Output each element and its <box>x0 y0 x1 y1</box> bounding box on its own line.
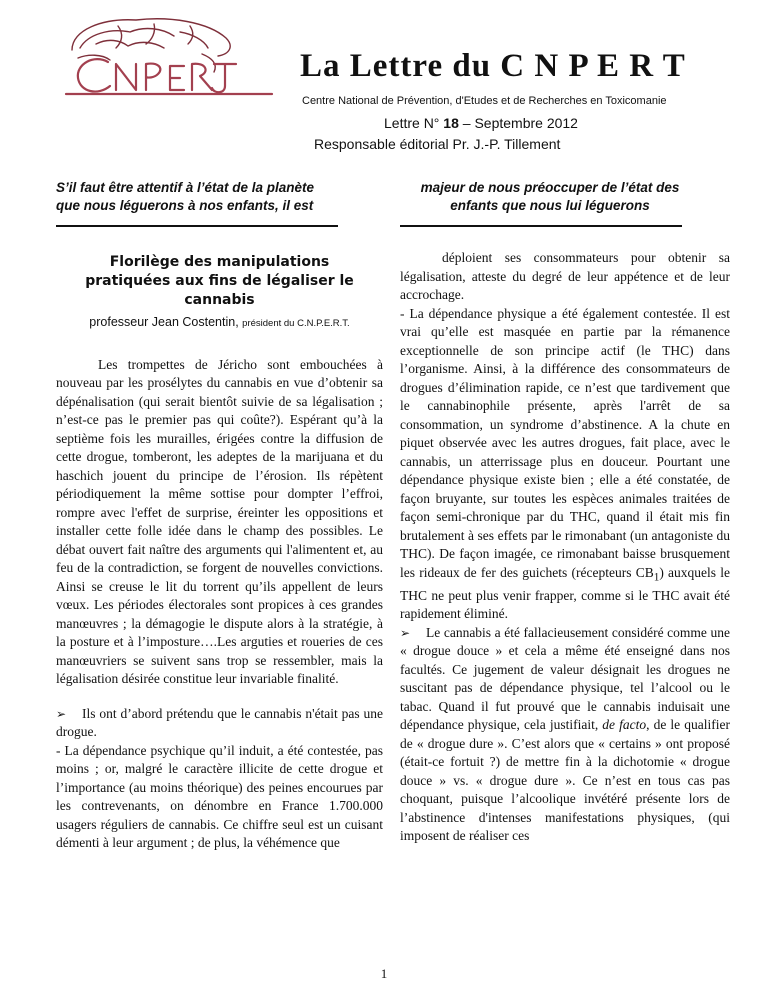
article-column-left <box>56 249 383 853</box>
paragraph-soft-drug-text-a: Le cannabis a été fallacieusement considéré comme une « drogue douce » et cela a même été enseigné dans nos facultés. Ce jugement de valeur désignait les drogues ne suscitant pas de dépendance physique, tel l’alcool ou le tabac. Quand il fut prouvé que le cannabis induisait une dépendance physique, cela justifiait, <box>400 624 730 733</box>
arrow-bullet-icon: ➢ <box>56 706 67 721</box>
quote-left: S’il faut être attentif à l’état de la planète que nous léguerons à nos enfants, il est <box>56 180 315 213</box>
issue-line <box>384 115 578 131</box>
divider-left <box>56 225 338 227</box>
issue-number: 18 <box>443 115 459 131</box>
author-role: président du C.N.P.E.R.T. <box>242 318 350 329</box>
issue-prefix: Lettre N° <box>384 115 444 131</box>
paragraph-physical-dependence <box>400 305 730 624</box>
article-byline <box>56 313 383 334</box>
newsletter-title: La Lettre du C N P E R T <box>300 48 686 84</box>
de-facto-emphasis: de facto <box>602 717 647 733</box>
author-name: professeur Jean Costentin, <box>89 315 243 329</box>
issue-date: – Septembre 2012 <box>458 115 578 131</box>
organization-subtitle: Centre National de Prévention, d'Etudes et de Recherches en Toxicomanie <box>302 95 667 107</box>
article-title: Florilège des manipulations pratiquées aux fins de légaliser le cannabis <box>85 254 354 308</box>
paragraph-soft-drug-text-b: , de le qualifier de « drogue dure ». C’est alors que « certains » ont proposé (était-ce fortuit ?) de mettre fin à la dichotomie « drogue douce » vs. « drogue dure ». Ce n’est en tous cas pas choquant, puisque l’alcoolique invétéré présente lors de l’abstinence d'intenses manifestations physiques, (qui imposent de réaliser ces <box>400 717 730 844</box>
arrow-bullet-icon: ➢ <box>400 625 411 640</box>
divider-right <box>400 225 682 227</box>
editor-line: Responsable éditorial Pr. J.-P. Tillement <box>314 136 561 152</box>
paragraph-physical-dependence-text-a: - La dépendance physique a été également contestée. Il est vrai qu’elle est masquée en partie par la rémanence exceptionnelle de son principe actif (le THC) dans l’organisme. Ainsi, à la différence des consommateurs de drogues d’élimination rapide, ce n’est que tardivement que le cannabinophile présente, après l'arrêt de sa consommation, un syndrome d’abstinence. A la chute en piquet observée avec les autres drogues, fait place, avec le cannabis, un atterrissage plus en douceur. Pourtant une dépendance physique existe bien ; elle a été constatée, de façon bruyante, sur toutes les espèces animales traitées de façon semi-chronique par du THC, quand il était mis fin brutalement à ses effets par le rimonabant (un antagoniste du THC). De façon imagée, ce rimonabant baisse brusquement les rideaux de fer des guichets (récepteurs CB <box>400 305 730 580</box>
paragraph-bullet-drug <box>56 705 383 742</box>
cnpert-logo <box>58 14 288 104</box>
paragraph-intro: Les trompettes de Jéricho sont embouchées à nouveau par les prosélytes du cannabis en vue d’obtenir sa dépénalisation (qui serait bientôt suivie de sa légalisation ; n’est-ce pas le premier pas qui coûte?). Espérant qu’à la septième fois les murailles, érigées contre la diffusion de cette drogue, tomberont, les adeptes de la marijuana et du haschich jouent du principe de l’érosion. Ils répètent périodiquement la même sottise pour dompter l’effroi, rompre avec l'effet de surprise, éreinter les oppositions et installer cette folle idée dans le champ des possibles. Le débat ouvert fait naître des arguments qui l'alimentent et, au feu de la contradiction, se forgent de nouvelles convictions. Ainsi se creuse le lit du torrent qu’ils appellent de leurs vœux. Les périodes électorales sont propices à ces grandes manœuvres ; la démagogie le dispute alors à la stratégie, à la posture et à l’imposture….Les arguties et roueries de ces manœuvriers se suivent sans trop se ressembler, mais la légalisation désirée constitue leur invariable finalité. <box>56 356 383 686</box>
paragraph-psychic-dependence: - La dépendance psychique qu’il induit, a été contestée, pas moins ; or, malgré le caractère illicite de cette drogue et l’importance (au moins théorique) des peines encourues par les contrevenants, on dénombre en France 1.700.000 usagers réguliers de cannabis. Ce chiffre seul est un cuisant démenti à leur argument ; de plus, la véhémence que <box>56 742 383 850</box>
page-number: 1 <box>380 966 388 981</box>
quote-right: majeur de nous préoccuper de l’état des enfants que nous lui léguerons <box>420 180 680 213</box>
paragraph-soft-drug <box>400 624 730 846</box>
paragraph-physical-dependence-text-b: ) auxquels le THC ne peut plus venir frapper, comme si le THC avait été rapidement éliminé. <box>400 564 730 622</box>
receptor-subscript: 1 <box>653 571 660 584</box>
paragraph-appetence: déploient ses consommateurs pour obtenir sa légalisation, atteste du degré de leur appétence et de leur accrochage. <box>400 250 730 302</box>
paragraph-bullet-drug-text: Ils ont d’abord prétendu que le cannabis n'était pas une drogue. <box>56 705 383 739</box>
article-column-right <box>400 249 730 846</box>
